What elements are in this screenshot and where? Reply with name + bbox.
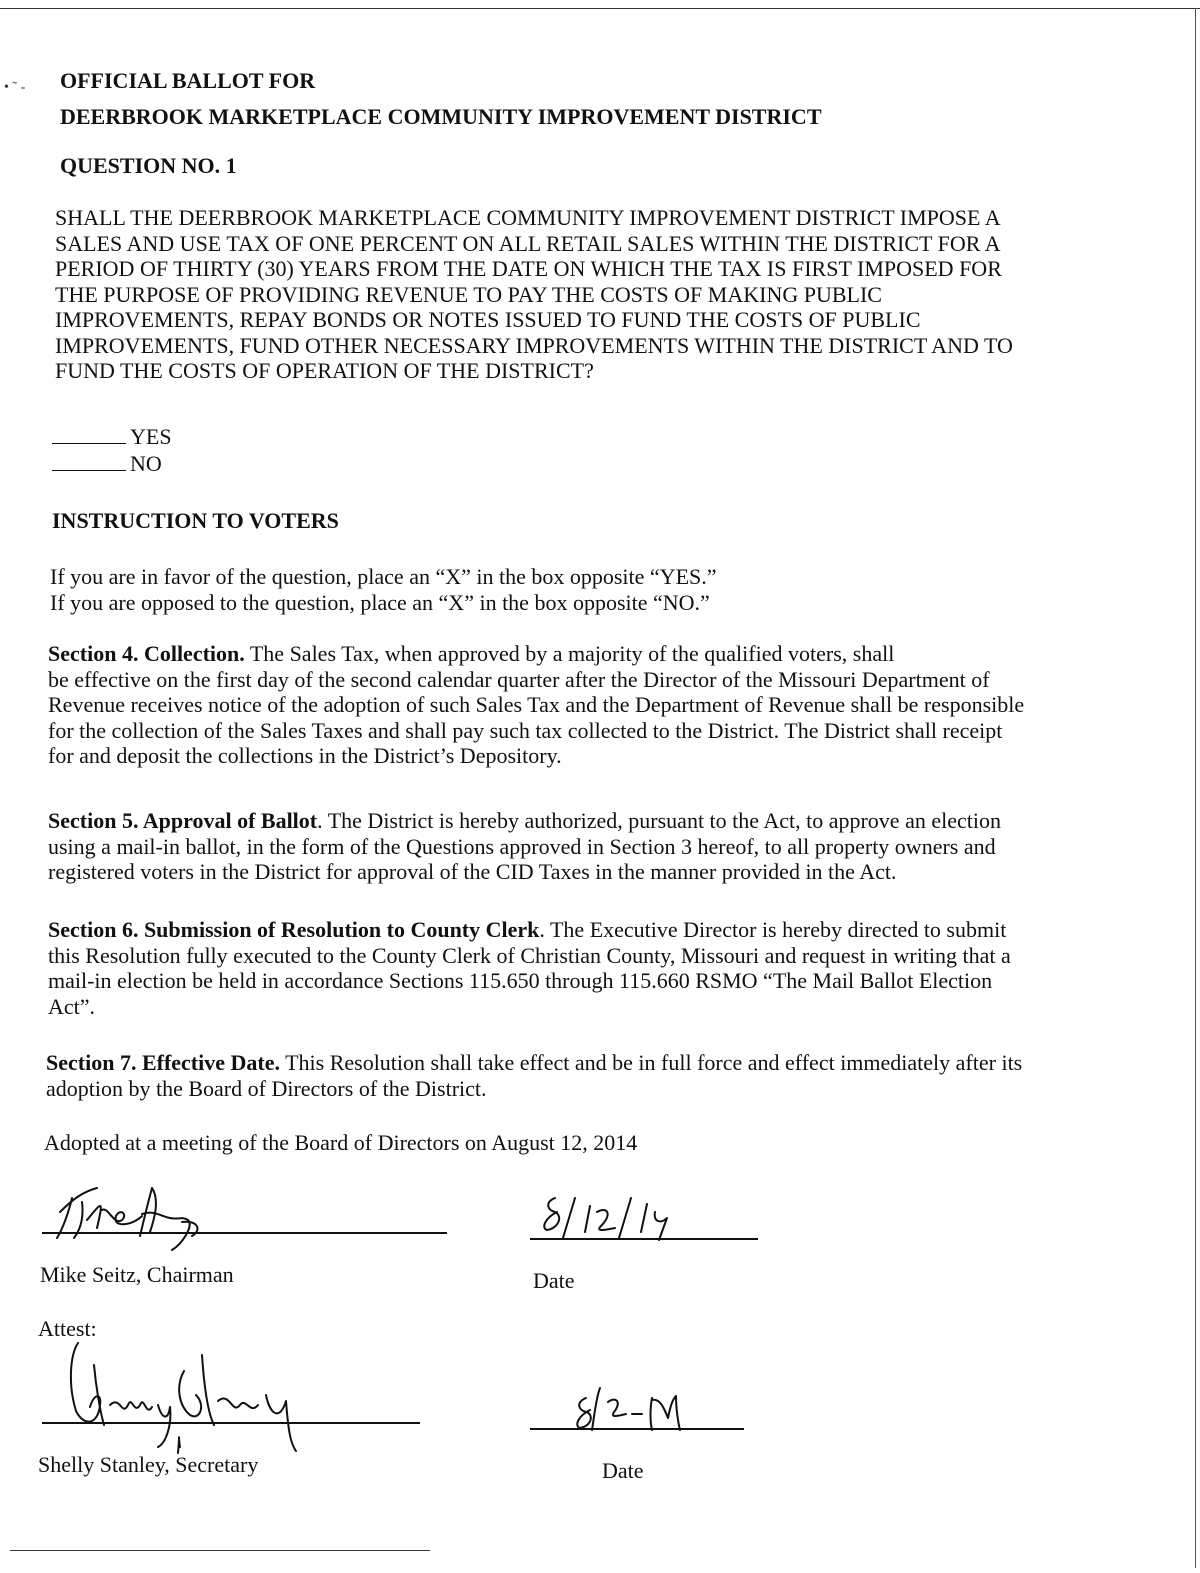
question-line: PERIOD OF THIRTY (30) YEARS FROM THE DATE ON WHICH THE TAX IS FIRST IMPOSED FOR — [55, 256, 1002, 281]
section-6 — [48, 917, 1011, 1019]
section-6-line: Act”. — [48, 993, 96, 1019]
question-title: QUESTION NO. 1 — [60, 153, 237, 178]
yes-blank[interactable] — [52, 426, 126, 444]
yes-option[interactable] — [52, 424, 172, 449]
question-text — [55, 205, 1013, 384]
question-line: IMPROVEMENTS, FUND OTHER NECESSARY IMPROVEMENTS WITHIN THE DISTRICT AND TO — [55, 332, 1013, 358]
top-border — [0, 8, 1200, 9]
section-6-line: this Resolution fully executed to the County Clerk of Christian County, Missouri and request in writing that a — [48, 942, 1011, 968]
section-6-heading: Section 6. Submission of Resolution to County Clerk — [48, 917, 540, 942]
no-blank[interactable] — [52, 453, 126, 471]
section-4-line: Revenue receives notice of the adoption of such Sales Tax and the Department of Revenue shall be responsible — [48, 692, 1025, 717]
secretary-date-line — [530, 1428, 744, 1430]
question-line: SALES AND USE TAX OF ONE PERCENT ON ALL RETAIL SALES WITHIN THE DISTRICT FOR A — [55, 230, 1001, 256]
footer-rule — [10, 1550, 430, 1551]
section-4-line: for the collection of the Sales Taxes and shall pay such tax collected to the District. The District shall receipt — [48, 717, 1003, 743]
question-line: SHALL THE DEERBROOK MARKETPLACE COMMUNITY IMPROVEMENT DISTRICT IMPOSE A — [55, 205, 1001, 230]
no-option[interactable] — [52, 451, 162, 476]
section-5 — [48, 808, 1001, 885]
section-4-line: be effective on the first day of the second calendar quarter after the Director of the Missouri Department of — [48, 666, 990, 692]
section-4-line: The Sales Tax, when approved by a majority of the qualified voters, shall — [244, 641, 895, 666]
secretary-date-label: Date — [602, 1458, 644, 1483]
section-4 — [48, 641, 1024, 769]
scan-specks: • ˜ - — [4, 80, 26, 95]
section-7-line: adoption by the Board of Directors of the District. — [46, 1075, 487, 1101]
adopted-statement: Adopted at a meeting of the Board of Directors on August 12, 2014 — [44, 1130, 638, 1155]
instructions-line2: If you are opposed to the question, place an “X” in the box opposite “NO.” — [50, 590, 710, 615]
section-4-heading: Section 4. Collection. — [48, 641, 245, 666]
chairman-date-handwritten — [535, 1192, 685, 1244]
question-line: THE PURPOSE OF PROVIDING REVENUE TO PAY THE COSTS OF MAKING PUBLIC — [55, 281, 882, 307]
section-5-line: using a mail-in ballot, in the form of the Questions approved in Section 3 hereof, to all property owners and — [48, 833, 996, 859]
section-6-line: . The Executive Director is hereby directed to submit — [539, 917, 1007, 942]
secretary-signature — [40, 1335, 310, 1460]
section-5-heading: Section 5. Approval of Ballot — [48, 808, 318, 833]
no-label: NO — [130, 451, 162, 476]
instructions-line1: If you are in favor of the question, place an “X” in the box opposite “YES.” — [50, 564, 717, 589]
section-7-line: This Resolution shall take effect and be in full force and effect immediately after its — [279, 1050, 1023, 1075]
ballot-title-line1: OFFICIAL BALLOT FOR — [60, 68, 316, 93]
chairman-signature — [42, 1180, 232, 1260]
chairman-date-label: Date — [533, 1268, 575, 1293]
question-line: FUND THE COSTS OF OPERATION OF THE DISTRICT? — [55, 358, 594, 383]
section-4-line: for and deposit the collections in the District’s Depository. — [48, 743, 562, 768]
secretary-name: Shelly Stanley, Secretary — [38, 1452, 259, 1477]
question-line: IMPROVEMENTS, REPAY BONDS OR NOTES ISSUED TO FUND THE COSTS OF PUBLIC — [55, 307, 921, 332]
chairman-date-line — [530, 1238, 758, 1240]
chairman-name: Mike Seitz, Chairman — [40, 1262, 234, 1287]
attest-label: Attest: — [38, 1316, 97, 1341]
section-6-line: mail-in election be held in accordance Sections 115.650 through 115.660 RSMO “The Mail Ballot Election — [48, 968, 993, 993]
chairman-signature-line — [42, 1232, 447, 1234]
section-7-heading: Section 7. Effective Date. — [46, 1050, 280, 1075]
section-5-line: . The District is hereby authorized, pursuant to the Act, to approve an election — [317, 808, 1001, 833]
section-5-line: registered voters in the District for approval of the CID Taxes in the manner provided in the Act. — [48, 859, 897, 884]
section-7 — [46, 1050, 1022, 1101]
instructions-title: INSTRUCTION TO VOTERS — [52, 508, 339, 533]
right-border — [1195, 8, 1196, 1568]
yes-label: YES — [130, 424, 172, 449]
secretary-signature-line — [42, 1422, 420, 1424]
ballot-title-line2: DEERBROOK MARKETPLACE COMMUNITY IMPROVEMENT DISTRICT — [60, 104, 822, 129]
